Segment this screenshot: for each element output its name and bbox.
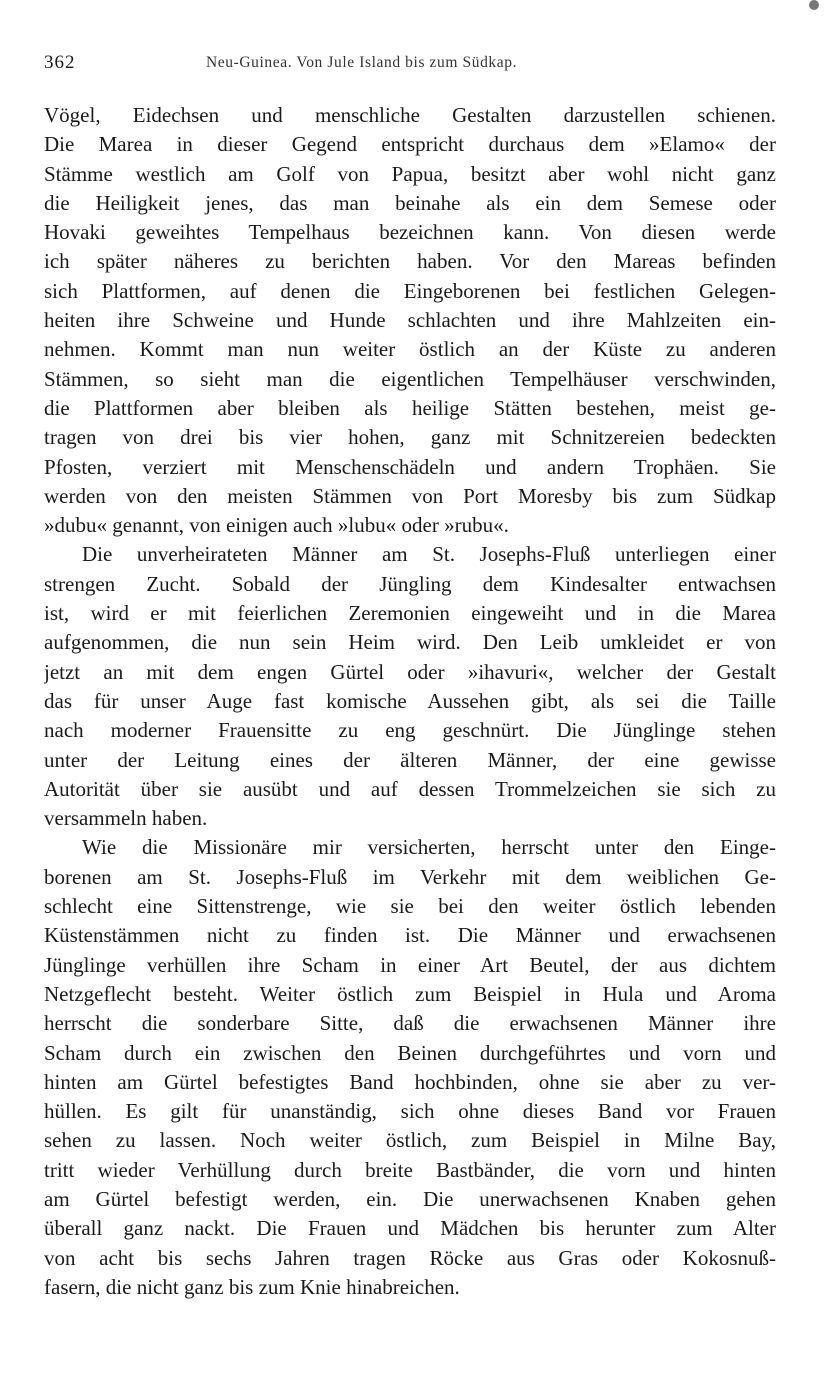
text-line: sehen zu lassen. Noch weiter östlich, zum Beispiel in Milne Bay, (44, 1128, 776, 1153)
paragraph (44, 101, 776, 540)
text-line: nach moderner Frauensitte zu eng geschnürt. Die Jünglinge stehen (44, 718, 776, 743)
text-line: Die unverheirateten Männer am St. Josephs-Fluß unterliegen einer (82, 542, 776, 567)
text-line: aufgenommen, die nun sein Heim wird. Den Leib umkleidet er von (44, 630, 776, 655)
text-line: Hovaki geweihtes Tempelhaus bezeichnen kann. Von diesen werde (44, 220, 776, 245)
text-line: Wie die Missionäre mir versicherten, herrscht unter den Einge- (82, 835, 776, 860)
text-line: von acht bis sechs Jahren tragen Röcke aus Gras oder Kokosnuß- (44, 1245, 776, 1270)
text-line: fasern, die nicht ganz bis zum Knie hinabreichen. (44, 1274, 460, 1299)
text-line: unter der Leitung eines der älteren Männer, der eine gewisse (44, 747, 776, 772)
text-line: hinten am Gürtel befestigtes Band hochbinden, ohne sie aber zu ver- (44, 1069, 776, 1094)
text-line: versammeln haben. (44, 806, 208, 831)
text-line: tritt wieder Verhüllung durch breite Bastbänder, die vorn und hinten (44, 1157, 776, 1182)
text-line: borenen am St. Josephs-Fluß im Verkehr mit dem weiblichen Ge- (44, 864, 776, 889)
text-line: schlecht eine Sittenstrenge, wie sie bei den weiter östlich lebenden (44, 894, 776, 919)
text-line: die Plattformen aber bleiben als heilige Stätten bestehen, meist ge- (44, 395, 776, 420)
text-line: Stämme westlich am Golf von Papua, besitzt aber wohl nicht ganz (44, 161, 776, 186)
text-line: jetzt an mit dem engen Gürtel oder »ihavuri«, welcher der Gestalt (44, 659, 776, 684)
text-line: strengen Zucht. Sobald der Jüngling dem Kindesalter entwachsen (44, 571, 776, 596)
text-line: Stämmen, so sieht man die eigentlichen Tempelhäuser verschwinden, (44, 366, 776, 391)
text-line: nehmen. Kommt man nun weiter östlich an der Küste zu anderen (44, 337, 776, 362)
running-head (44, 52, 776, 74)
paragraph (44, 540, 776, 833)
running-title: Neu-Guinea. Von Jule Island bis zum Südkap. (206, 54, 518, 71)
text-line: herrscht die sonderbare Sitte, daß die erwachsenen Männer ihre (44, 1011, 776, 1036)
text-line: die Heiligkeit jenes, das man beinahe als ein dem Semese oder (44, 190, 776, 215)
paragraph (44, 833, 776, 1302)
text-line: Jünglinge verhüllen ihre Scham in einer Art Beutel, der aus dichtem (44, 952, 776, 977)
text-line: am Gürtel befestigt werden, ein. Die unerwachsenen Knaben gehen (44, 1186, 776, 1211)
text-line: Vögel, Eidechsen und menschliche Gestalten darzustellen schienen. (44, 103, 776, 127)
text-line: »dubu« genannt, von einigen auch »lubu« oder »rubu«. (44, 513, 509, 538)
text-line: Autorität über sie ausübt und auf dessen Trommelzeichen sie sich zu (44, 776, 776, 801)
text-line: Netzgeflecht besteht. Weiter östlich zum Beispiel in Hula und Aroma (44, 981, 776, 1006)
text-line: werden von den meisten Stämmen von Port Moresby bis zum Südkap (44, 483, 776, 508)
text-line: Die Marea in dieser Gegend entspricht durchaus dem »Elamo« der (44, 132, 776, 157)
text-line: Scham durch ein zwischen den Beinen durchgeführtes und vorn und (44, 1040, 776, 1065)
page-number: 362 (44, 52, 76, 73)
text-line: heiten ihre Schweine und Hunde schlachten und ihre Mahlzeiten ein- (44, 308, 776, 333)
text-line: ist, wird er mit feierlichen Zeremonien eingeweiht und in die Marea (44, 601, 776, 626)
text-line: überall ganz nackt. Die Frauen und Mädchen bis herunter zum Alter (44, 1216, 776, 1241)
text-line: ich später näheres zu berichten haben. Vor den Mareas befinden (44, 249, 776, 274)
text-line: Küstenstämmen nicht zu finden ist. Die Männer und erwachsenen (44, 923, 776, 948)
text-line: das für unser Auge fast komische Aussehen gibt, als sei die Taille (44, 688, 776, 713)
text-line: hüllen. Es gilt für unanständig, sich ohne dieses Band vor Frauen (44, 1099, 776, 1124)
corner-ink-dot (809, 0, 819, 10)
text-line: sich Plattformen, auf denen die Eingeborenen bei festlichen Gelegen- (44, 278, 776, 303)
text-line: Pfosten, verziert mit Menschenschädeln und andern Trophäen. Sie (44, 454, 776, 479)
text-line: tragen von drei bis vier hohen, ganz mit Schnitzereien bedeckten (44, 425, 776, 450)
body-text (44, 101, 776, 1302)
